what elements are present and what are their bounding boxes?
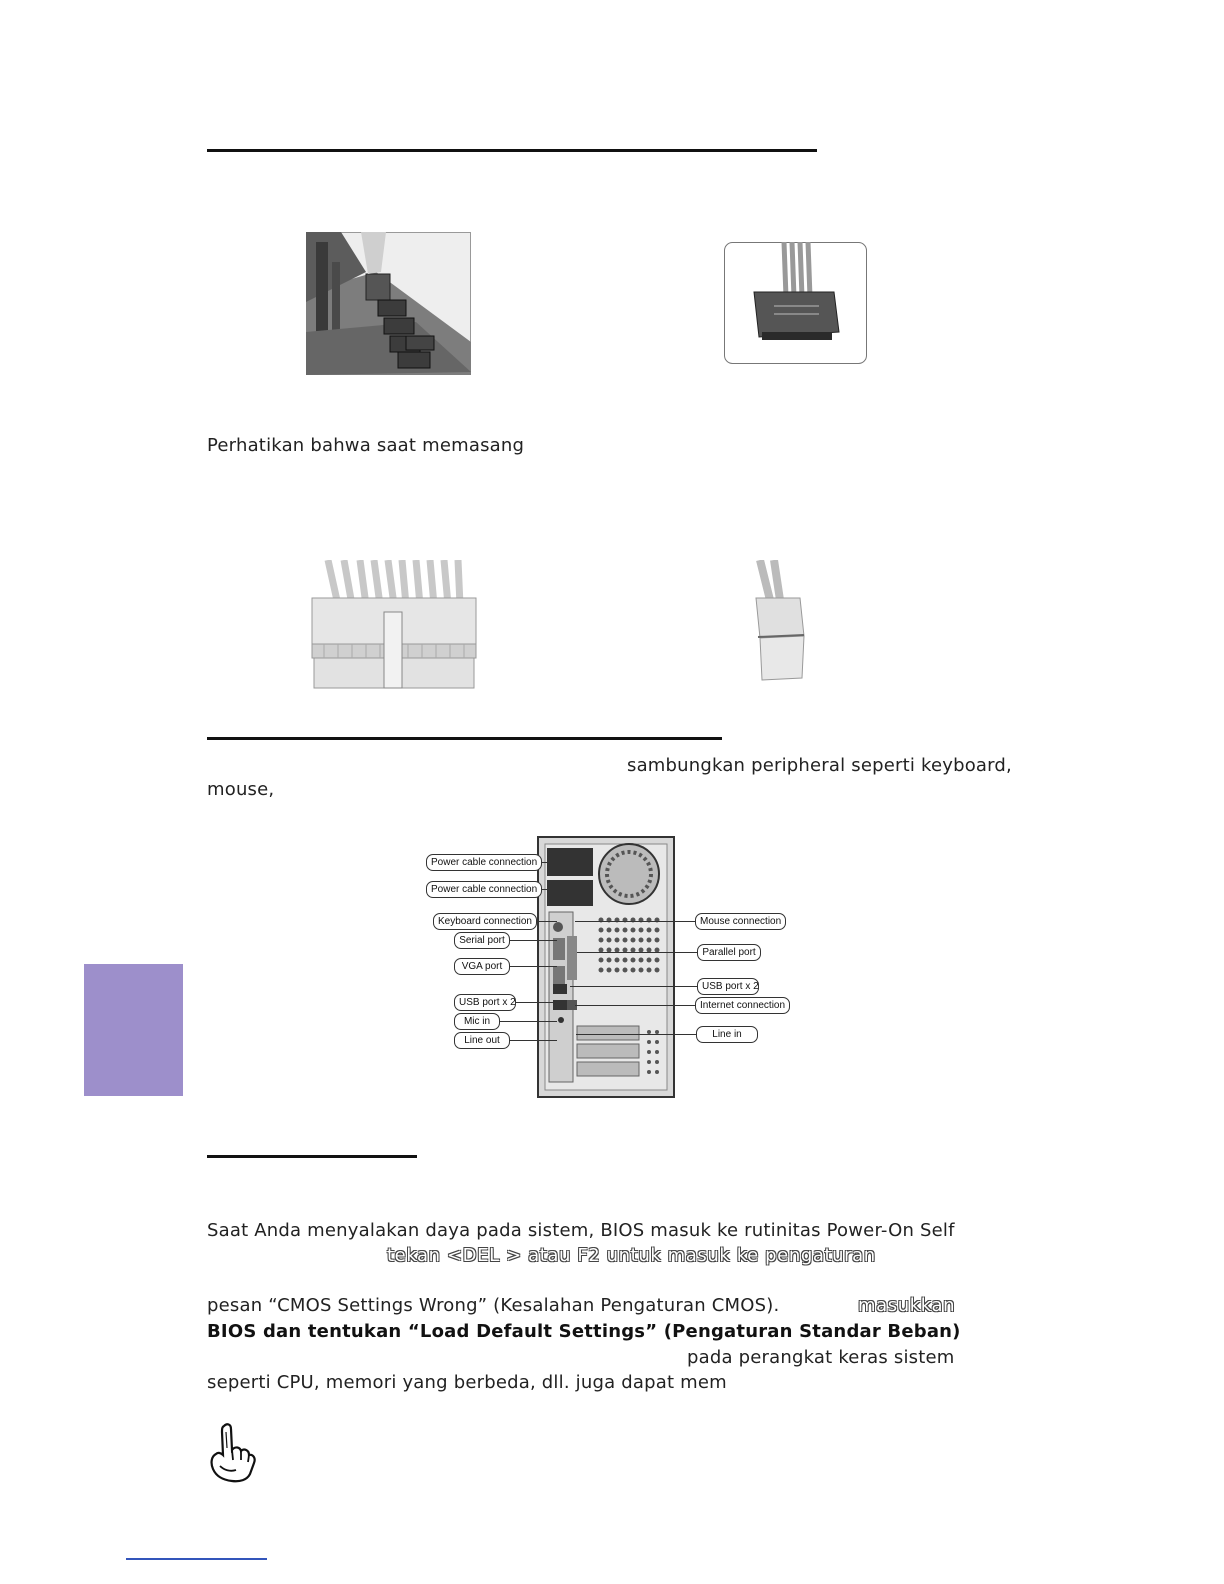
label-vga-port: VGA port bbox=[454, 958, 510, 975]
label-line-out: Line out bbox=[454, 1032, 510, 1049]
section-2-rule bbox=[207, 737, 722, 740]
leader-line bbox=[508, 966, 557, 967]
leader-line bbox=[577, 952, 697, 953]
section-3-rule bbox=[207, 1155, 417, 1158]
cpu-memory-text: seperti CPU, memori yang berbeda, dll. juga dapat mem bbox=[207, 1372, 727, 1393]
label-usb-port-left: USB port x 2 bbox=[454, 994, 516, 1011]
leader-line bbox=[575, 1005, 695, 1006]
label-parallel-port: Parallel port bbox=[697, 944, 761, 961]
atx-power-connector-figure bbox=[308, 560, 480, 690]
leader-line bbox=[575, 921, 695, 922]
bios-setup-key-text: tekan <DEL > atau F2 untuk masuk ke pengaturan bbox=[387, 1245, 876, 1266]
bios-enter-text: masukkan bbox=[858, 1295, 956, 1316]
label-mic-in: Mic in bbox=[454, 1013, 500, 1030]
label-power-cable-connection-1: Power cable connection bbox=[426, 854, 542, 871]
peripheral-connection-text-line2: mouse, bbox=[207, 779, 275, 800]
label-serial-port: Serial port bbox=[454, 932, 510, 949]
computer-back-panel-figure bbox=[420, 836, 800, 1098]
peripheral-connection-text-line1: sambungkan peripheral seperti keyboard, bbox=[627, 755, 1012, 776]
label-power-cable-connection-2: Power cable connection bbox=[426, 881, 542, 898]
footer-link-underline bbox=[126, 1558, 267, 1560]
leader-line bbox=[570, 986, 697, 987]
leader-line bbox=[576, 1034, 696, 1035]
chapter-side-tab bbox=[84, 964, 183, 1096]
label-line-in: Line in bbox=[696, 1026, 758, 1043]
computer-case-back-drawing bbox=[537, 836, 675, 1098]
label-internet-connection: Internet connection bbox=[695, 997, 790, 1014]
cpu-power-connector-figure bbox=[746, 560, 810, 682]
cmos-settings-wrong-text: pesan “CMOS Settings Wrong” (Kesalahan Pengaturan CMOS). bbox=[207, 1295, 780, 1316]
sata-power-cable-figure bbox=[724, 242, 867, 364]
leader-line bbox=[496, 1021, 557, 1022]
label-keyboard-connection: Keyboard connection bbox=[433, 913, 537, 930]
label-usb-port-right: USB port x 2 bbox=[697, 978, 759, 995]
bios-post-text-line1: Saat Anda menyalakan daya pada sistem, BIOS masuk ke rutinitas Power-On Self bbox=[207, 1220, 955, 1241]
pointing-hand-icon bbox=[206, 1422, 258, 1484]
installation-note-text: Perhatikan bahwa saat memasang bbox=[207, 435, 525, 456]
label-mouse-connection: Mouse connection bbox=[695, 913, 786, 930]
section-1-rule bbox=[207, 149, 817, 152]
leader-line bbox=[509, 940, 557, 941]
load-default-settings-text: BIOS dan tentukan “Load Default Settings” (Pengaturan Standar Beban) bbox=[207, 1321, 961, 1342]
sata-motherboard-connector-figure bbox=[306, 232, 471, 375]
leader-line bbox=[514, 1002, 557, 1003]
system-hardware-text: pada perangkat keras sistem bbox=[687, 1347, 955, 1368]
leader-line bbox=[507, 1040, 557, 1041]
